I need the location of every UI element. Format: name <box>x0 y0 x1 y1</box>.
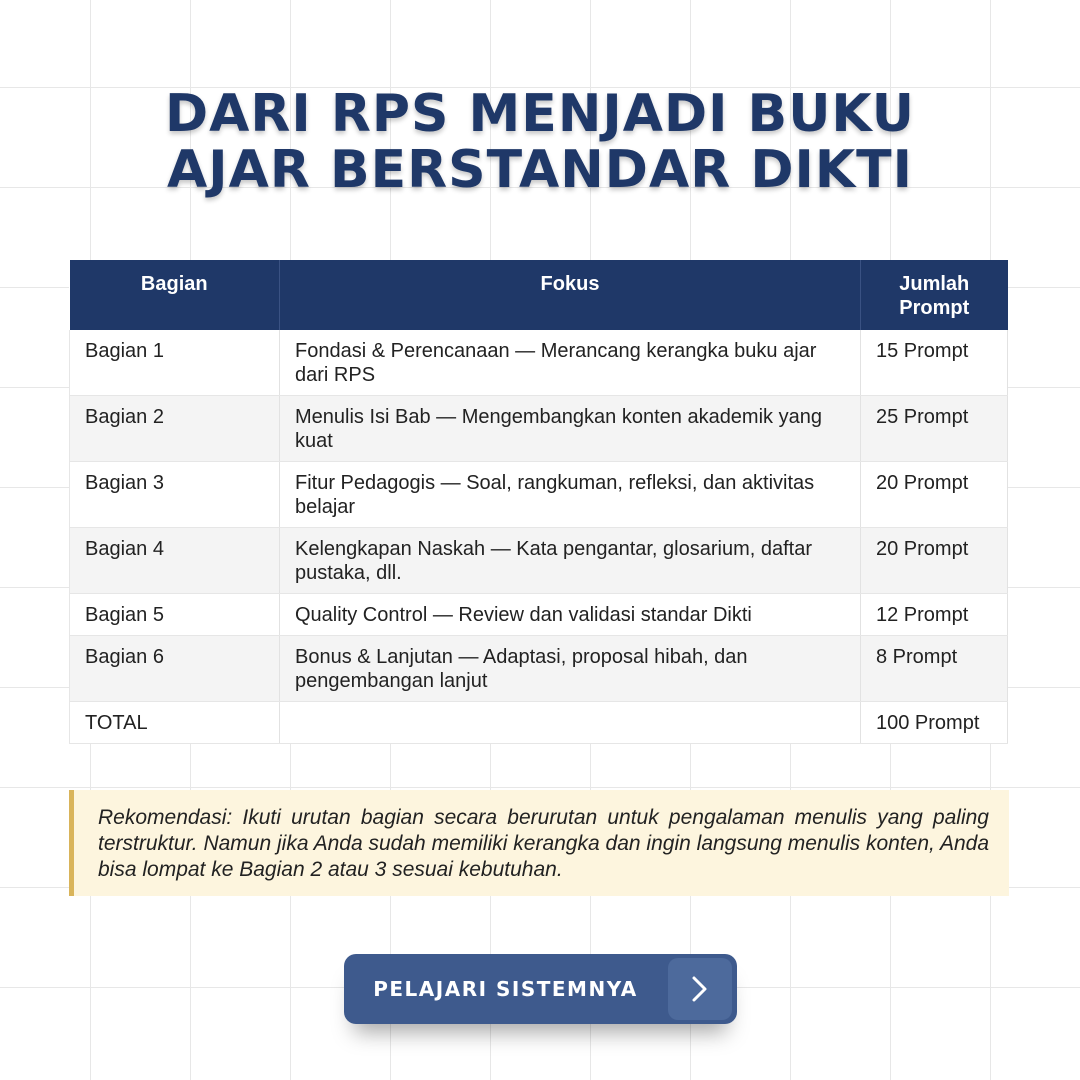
page-title-line-1: DARI RPS MENJADI BUKU <box>164 84 916 144</box>
recommendation-text: Rekomendasi: Ikuti urutan bagian secara berurutan untuk pengalaman menulis yang paling terstruktur. Namun jika Anda sudah memiliki kerangka dan ingin langsung menulis konten, Anda bisa lompat ke Bagian 2 atau 3 sesuai kebutuhan. <box>98 806 989 881</box>
table-row <box>70 396 1008 462</box>
cell-jumlah: 8 Prompt <box>861 636 1008 702</box>
cell-fokus <box>280 702 861 744</box>
cell-bagian: Bagian 3 <box>70 462 280 528</box>
table-row <box>70 462 1008 528</box>
recommendation-note <box>69 790 1009 896</box>
header-jumlah-prompt: Jumlah Prompt <box>899 273 970 319</box>
cell-fokus: Menulis Isi Bab — Mengembangkan konten akademik yang kuat <box>280 396 861 462</box>
cell-bagian: Bagian 1 <box>70 330 280 396</box>
cell-bagian: Bagian 2 <box>70 396 280 462</box>
cell-jumlah: 12 Prompt <box>861 594 1008 636</box>
cell-bagian: Bagian 4 <box>70 528 280 594</box>
cell-fokus: Quality Control — Review dan validasi standar Dikti <box>280 594 861 636</box>
cell-fokus: Fondasi & Perencanaan — Merancang kerangka buku ajar dari RPS <box>280 330 861 396</box>
table-row-total <box>70 702 1008 744</box>
page-title-line-2: AJAR BERSTANDAR DIKTI <box>166 140 913 200</box>
prompt-table <box>69 260 1007 744</box>
cell-bagian: TOTAL <box>70 702 280 744</box>
cell-fokus: Kelengkapan Naskah — Kata pengantar, glosarium, daftar pustaka, dll. <box>280 528 861 594</box>
header-fokus: Fokus <box>280 260 861 330</box>
header-bagian: Bagian <box>70 260 280 330</box>
cell-fokus: Bonus & Lanjutan — Adaptasi, proposal hibah, dan pengembangan lanjut <box>280 636 861 702</box>
table-row <box>70 528 1008 594</box>
chevron-right-icon[interactable] <box>668 958 732 1020</box>
table-row <box>70 330 1008 396</box>
cell-jumlah: 20 Prompt <box>861 528 1008 594</box>
table-header-row <box>70 260 1008 330</box>
learn-system-button-label: PELAJARI SISTEMNYA <box>373 977 638 1001</box>
cell-jumlah: 20 Prompt <box>861 462 1008 528</box>
cell-fokus: Fitur Pedagogis — Soal, rangkuman, refleksi, dan aktivitas belajar <box>280 462 861 528</box>
table-row <box>70 636 1008 702</box>
cell-bagian: Bagian 6 <box>70 636 280 702</box>
table-row <box>70 594 1008 636</box>
cell-jumlah: 25 Prompt <box>861 396 1008 462</box>
cell-jumlah: 15 Prompt <box>861 330 1008 396</box>
cell-jumlah: 100 Prompt <box>861 702 1008 744</box>
cell-bagian: Bagian 5 <box>70 594 280 636</box>
page-title <box>0 86 1080 198</box>
